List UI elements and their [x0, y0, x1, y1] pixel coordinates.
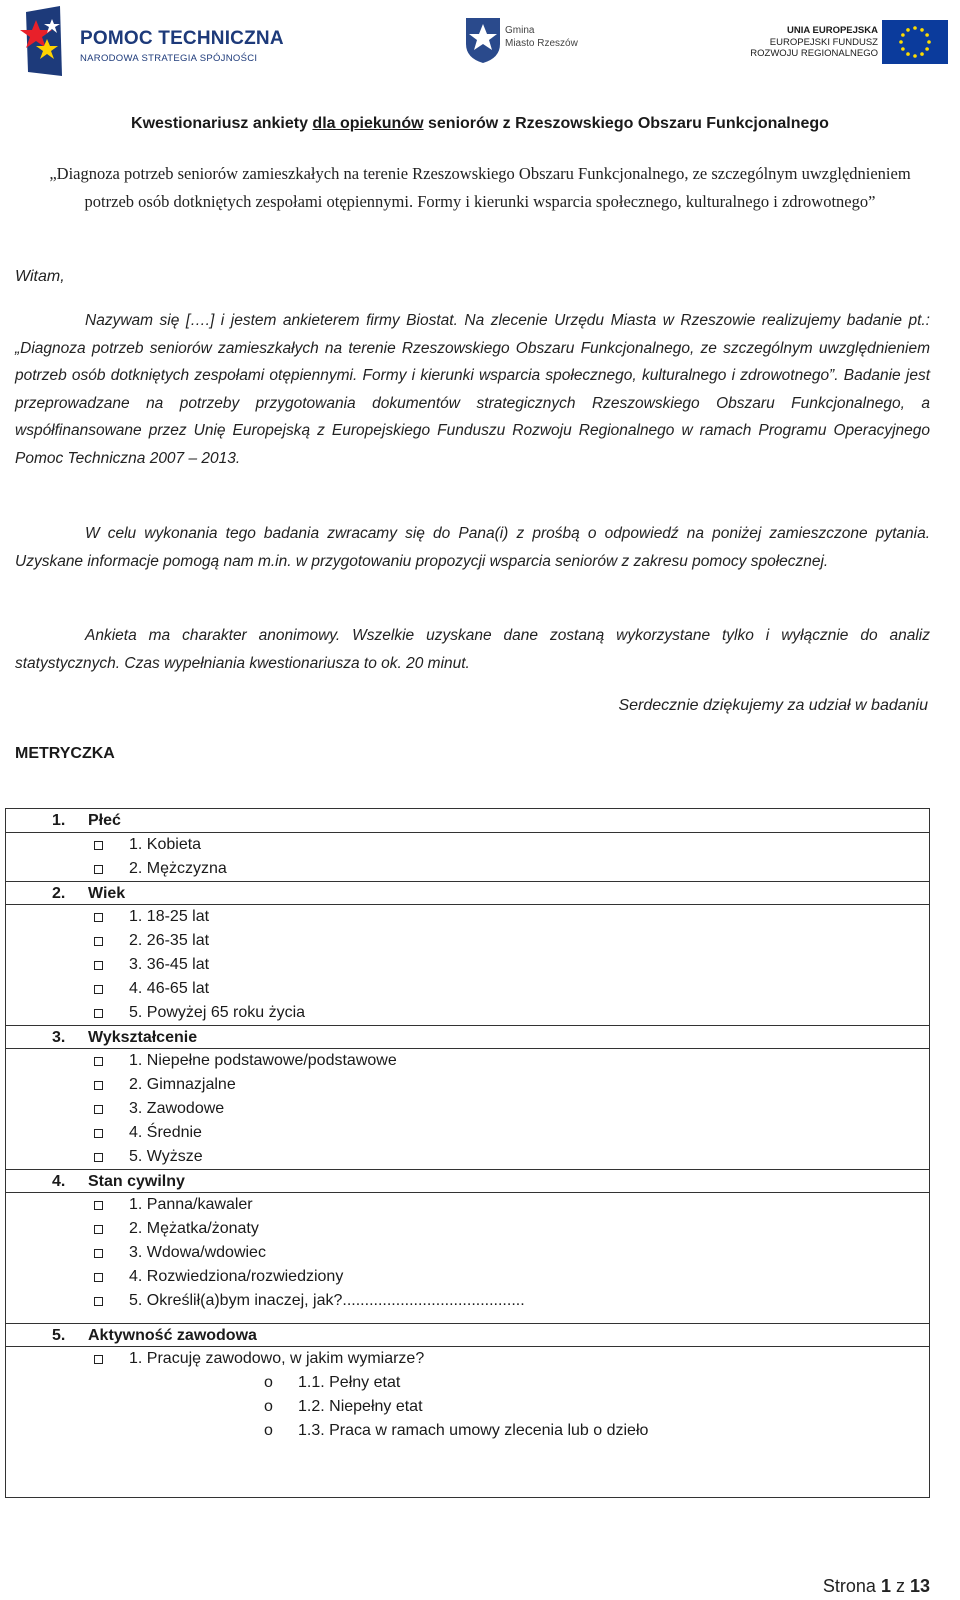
answer-option[interactable] — [6, 1121, 929, 1145]
answer-option-label: 3. Zawodowe — [129, 1100, 225, 1117]
study-subtitle: „Diagnoza potrzeb seniorów zamieszkałych na terenie Rzeszowskiego Obszaru Funkcjonalnego, ze szczególnym uwzględnieniem potrzeb osób dotkniętych zespołami otępiennymi. Formy i kierunki wsparcia społecznego, kulturalnego i zdrowotnego” — [49, 164, 911, 211]
page-total: 13 — [909, 1576, 930, 1596]
checkbox-icon[interactable] — [94, 1201, 103, 1210]
question-label: Płeć — [88, 812, 121, 829]
eu-star-icon — [920, 28, 924, 32]
sub-answer-option[interactable] — [6, 1371, 929, 1395]
checkbox-icon[interactable] — [94, 961, 103, 970]
eu-star-icon — [913, 54, 917, 58]
intro-paragraph-3-text: Ankieta ma charakter anonimowy. Wszelkie uzyskane dane zostaną wykorzystane tylko i wyłącznie do analiz statystycznych. Czas wypełniania kwestionariusza to ok. 20 minut. — [15, 627, 930, 672]
sub-answer-option-label: 1.2. Niepełny etat — [298, 1398, 423, 1415]
answer-option-label: 2. 26-35 lat — [129, 932, 210, 949]
question-number: 2. — [52, 885, 66, 902]
answer-option[interactable] — [6, 1145, 929, 1169]
page-current: 1 — [880, 1576, 891, 1596]
answer-option[interactable] — [6, 1241, 929, 1265]
checkbox-icon[interactable] — [94, 1129, 103, 1138]
checkbox-icon[interactable] — [94, 913, 103, 922]
answer-option[interactable] — [6, 1217, 929, 1241]
thanks-note: Serdecznie dziękujemy za udział w badaniu — [618, 697, 928, 714]
answer-option[interactable] — [6, 833, 929, 857]
eu-star-icon — [920, 52, 924, 56]
eu-star-icon — [925, 33, 929, 37]
logo-pomoc-techniczna — [18, 6, 284, 78]
answer-option-label: 1. Kobieta — [129, 836, 202, 853]
answer-option-label: 4. 46-65 lat — [129, 980, 210, 997]
answer-option-label: 4. Średnie — [129, 1124, 202, 1141]
logo-subtitle: NARODOWA STRATEGIA SPÓJNOŚCI — [80, 53, 258, 64]
title-part3: seniorów z Rzeszowskiego Obszaru Funkcjonalnego — [423, 115, 829, 132]
answer-option-label: 3. Wdowa/wdowiec — [129, 1244, 266, 1261]
intro-paragraph-2-text: W celu wykonania tego badania zwracamy się do Pana(i) z prośbą o odpowiedź na poniżej zamieszczone pytania. Uzyskane informacje pomogą nam m.in. w przygotowaniu propozycji wsparcia seniorów z zakresu pomocy społecznej. — [15, 525, 930, 570]
answer-option[interactable] — [6, 905, 929, 929]
eu-star-icon — [906, 52, 910, 56]
question-label: Wiek — [88, 885, 126, 902]
question-header-1 — [6, 809, 929, 833]
ue-line1: UNIA EUROPEJSKA — [787, 25, 878, 36]
question-header-4 — [6, 1169, 929, 1193]
checkbox-icon[interactable] — [94, 1081, 103, 1090]
eu-star-icon — [901, 33, 905, 37]
answer-option-label: 1. Panna/kawaler — [129, 1196, 253, 1213]
page-number — [823, 1576, 930, 1597]
answer-option[interactable] — [6, 1049, 929, 1073]
circle-bullet-icon[interactable]: o — [264, 1374, 273, 1391]
answer-option-label: 5. Wyższe — [129, 1148, 203, 1165]
eu-star-icon — [927, 40, 931, 44]
answer-option-label: 1. Pracuję zawodowo, w jakim wymiarze? — [129, 1350, 425, 1367]
checkbox-icon[interactable] — [94, 1273, 103, 1282]
answer-option[interactable] — [6, 857, 929, 881]
checkbox-icon[interactable] — [94, 1297, 103, 1306]
sub-answer-option[interactable] — [6, 1395, 929, 1419]
title-part2-underlined: dla opiekunów — [312, 115, 424, 132]
intro-paragraph-1-text: Nazywam się [….] i jestem ankieterem firmy Biostat. Na zlecenie Urzędu Miasta w Rzeszowie realizujemy badanie pt.: „Diagnoza potrzeb seniorów zamieszkałych na terenie Rzeszowskiego Obszaru Funkcjonalnego, ze szczególnym uwzględnieniem potrzeb osób dotkniętych zespołami otępiennymi. Formy i kierunki wsparcia społecznego, kulturalnego i zdrowotnego”. Badanie jest przeprowadzane na potrzeby przygotowania dokumentów strategicznych Rzeszowskiego Obszaru Funkcjonalnego, a współfinansowane przez Unię Europejską z Europejskiego Funduszu Rozwoju Regionalnego w ramach Programu Operacyjnego Pomoc Techniczna 2007 – 2013. — [15, 312, 930, 467]
answer-option[interactable] — [6, 1193, 929, 1217]
eu-star-icon — [899, 40, 903, 44]
checkbox-icon[interactable] — [94, 1057, 103, 1066]
answer-option-label: 5. Powyżej 65 roku życia — [129, 1004, 306, 1021]
circle-bullet-icon[interactable]: o — [264, 1422, 273, 1439]
checkbox-icon[interactable] — [94, 1355, 103, 1364]
question-number: 3. — [52, 1029, 66, 1046]
checkbox-icon[interactable] — [94, 1225, 103, 1234]
ue-line2: EUROPEJSKI FUNDUSZ — [769, 36, 878, 48]
question-header-3 — [6, 1025, 929, 1049]
answer-option[interactable] — [6, 1265, 929, 1289]
answer-option[interactable] — [6, 929, 929, 953]
logo-title: POMOC TECHNICZNA — [80, 28, 284, 49]
section-heading-metryczka: METRYCZKA — [15, 745, 115, 762]
intro-paragraph-1 — [15, 307, 930, 472]
eu-star-icon — [901, 47, 905, 51]
answer-option[interactable] — [6, 977, 929, 1001]
answer-option-label: 1. 18-25 lat — [129, 908, 210, 925]
eu-star-icon — [913, 26, 917, 30]
checkbox-icon[interactable] — [94, 1249, 103, 1258]
answer-option[interactable] — [6, 1289, 929, 1313]
answer-option[interactable] — [6, 1097, 929, 1121]
intro-paragraph-2 — [15, 520, 930, 575]
questionnaire-table — [5, 808, 930, 1498]
sub-answer-option-label: 1.1. Pełny etat — [298, 1374, 401, 1391]
question-label: Wykształcenie — [88, 1029, 198, 1046]
answer-option-label: 2. Mężczyzna — [129, 860, 227, 877]
rzeszow-crest-icon — [464, 16, 502, 64]
eu-star-icon — [925, 47, 929, 51]
checkbox-icon[interactable] — [94, 937, 103, 946]
answer-option-label: 2. Mężatka/żonaty — [129, 1220, 259, 1237]
logo-gmina-line1: Gmina — [505, 25, 535, 36]
question-header-5 — [6, 1323, 929, 1347]
page-sep: z — [890, 1576, 910, 1596]
page-prefix: Strona — [822, 1576, 881, 1596]
question-number: 4. — [52, 1173, 66, 1190]
answer-option[interactable] — [6, 1001, 929, 1025]
header-logos — [0, 0, 960, 82]
question-header-2 — [6, 881, 929, 905]
answer-option[interactable] — [6, 953, 929, 977]
eu-flag-icon — [882, 20, 948, 64]
checkbox-icon[interactable] — [94, 985, 103, 994]
question-number: 5. — [52, 1327, 66, 1344]
checkbox-icon[interactable] — [94, 1153, 103, 1162]
answer-option-label: 3. 36-45 lat — [129, 956, 210, 973]
answer-option[interactable] — [6, 1073, 929, 1097]
logo-gmina-rzeszow — [464, 16, 594, 66]
checkbox-icon[interactable] — [94, 1105, 103, 1114]
logo-unia-europejska — [748, 18, 948, 68]
intro-paragraph-3 — [15, 622, 930, 677]
question-number: 1. — [52, 812, 66, 829]
answer-option-label: 2. Gimnazjalne — [129, 1076, 236, 1093]
title-part1: Kwestionariusz ankiety — [131, 115, 313, 132]
answer-option-label: 4. Rozwiedziona/rozwiedziony — [129, 1268, 344, 1285]
greeting: Witam, — [15, 268, 65, 285]
checkbox-icon[interactable] — [94, 1009, 103, 1018]
sub-answer-option[interactable] — [6, 1419, 929, 1443]
sub-answer-option-label: 1.3. Praca w ramach umowy zlecenia lub o dzieło — [298, 1422, 649, 1439]
question-label: Stan cywilny — [88, 1173, 185, 1190]
pomoc-techniczna-emblem-icon — [18, 6, 78, 78]
eu-star-icon — [906, 28, 910, 32]
document-title — [0, 115, 960, 133]
answer-option-label: 5. Określił(a)bym inaczej, jak?......................................... — [129, 1292, 525, 1309]
question-label: Aktywność zawodowa — [88, 1327, 257, 1344]
ue-line3: ROZWOJU REGIONALNEGO — [750, 48, 878, 59]
checkbox-icon[interactable] — [94, 865, 103, 874]
answer-option[interactable] — [6, 1347, 929, 1371]
answer-option-label: 1. Niepełne podstawowe/podstawowe — [129, 1052, 397, 1069]
logo-gmina-line2: Miasto Rzeszów — [505, 38, 578, 49]
ue-text — [750, 25, 878, 60]
checkbox-icon[interactable] — [94, 841, 103, 850]
circle-bullet-icon[interactable]: o — [264, 1398, 273, 1415]
